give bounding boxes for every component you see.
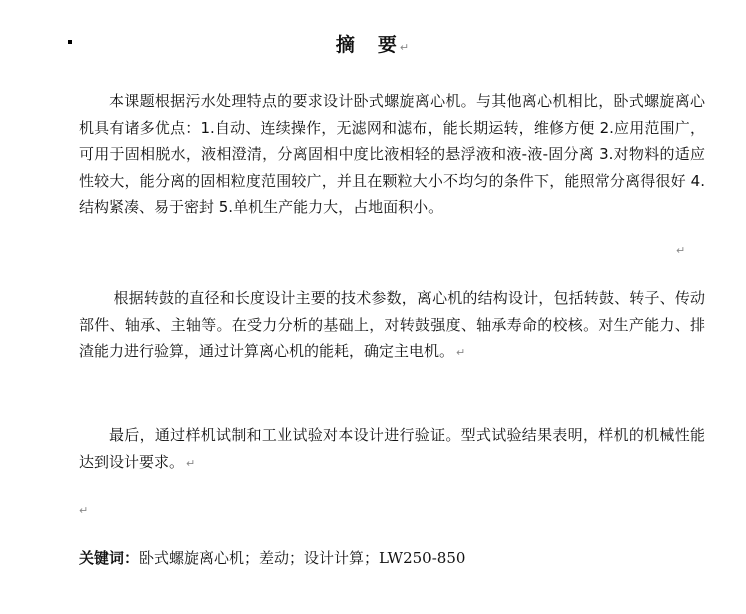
abstract-title [0,30,746,57]
abstract-paragraph-2 [79,285,705,367]
title-char-2: 要 [377,34,398,56]
paragraph-mark-icon: ↵ [186,456,196,470]
paragraph-mark-icon: ↵ [399,41,411,54]
keywords-line [79,547,465,568]
paragraph-mark-icon: ↵ [676,244,686,257]
paragraph-3-text: 最后，通过样机试制和工业试验对本设计进行验证。型式试验结果表明，样机的机械性能达到设计要求。 [79,426,705,471]
paragraph-2-text: 根据转鼓的直径和长度设计主要的技术参数，离心机的结构设计，包括转鼓、转子、传动部件、轴承、主轴等。在受力分析的基础上，对转鼓强度、轴承寿命的校核。对生产能力、排渣能力进行验算，通过计算离心机的能耗，确定主电机。 [79,289,705,360]
keywords-text: 卧式螺旋离心机；差动；设计计算；LW250-850 [139,549,466,567]
abstract-paragraph-3 [79,422,705,477]
paragraph-mark-icon: ↵ [456,346,466,359]
title-char-1: 摘 [335,34,356,56]
paragraph-1-text: 本课题根据污水处理特点的要求设计卧式螺旋离心机。与其他离心机相比，卧式螺旋离心机具有诸多优点：1.自动、连续操作，无滤网和滤布，能长期运转，维修方便 2.应用范围广，可用于固相脱水，液相澄清，分离固相中度比液相轻的悬浮液和液-液-固分离 3.对物料的适应性较大，能分离的固相粒度范围较广，并且在颗粒大小不均匀的条件下，能照常分离得很好 4.结构紧凑、易于密封 5.单机生产能力大，占地面积小。 [79,92,705,216]
keywords-label: 关键词： [79,549,140,567]
abstract-paragraph-1 [79,88,705,221]
empty-paragraph-mark-icon: ↵ [79,504,89,517]
